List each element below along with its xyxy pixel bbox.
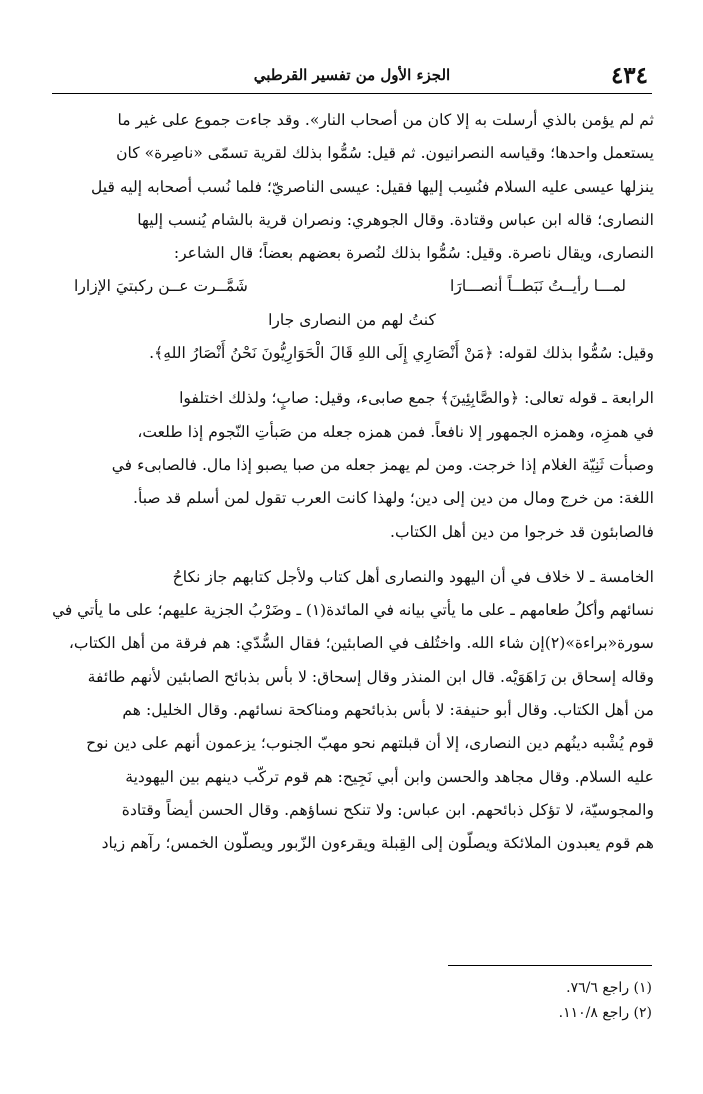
text-line: نسائهم وأكلُ طعامهم ـ على ما يأتي بيانه في المائدة(١) ـ وضَرْبُ الجزية عليهم؛ على ما يأتي في bbox=[52, 601, 654, 620]
text-line: سورة«براءة»(٢)إن شاء الله. واختُلف في الصابئين؛ فقال السُّدّي: هم فرقة من أهل الكتاب، bbox=[68, 634, 654, 653]
text-line: اللغة: من خرج ومال من دين إلى دين؛ ولهذا كانت العرب تقول لمن أسلم قد صبأ. bbox=[133, 489, 654, 508]
poem-hemistich-second: شَمَّــرت عــن ركبتيَ الإزارا bbox=[74, 277, 248, 296]
paragraph-gap bbox=[50, 549, 654, 561]
text-line: النصارى؛ قاله ابن عباس وقتادة. وقال الجوهري: ونصران قرية بالشام يُنسب إليها bbox=[137, 210, 654, 229]
header-rule bbox=[52, 93, 652, 94]
text-line: ثم لم يؤمن بالذي أرسلت به إلا كان من أصحاب النار». وقد جاءت جموع على غير ما bbox=[117, 111, 654, 129]
page-number: ٤٣٤ bbox=[610, 62, 648, 89]
footnote-1: (١) راجع ٧٦/٦. bbox=[566, 980, 652, 996]
text-line: يستعمل واحدها؛ وقياسه النصرانيون. ثم قيل: سُمُّوا بذلك لقرية تسمّى «ناصِرة» كان bbox=[116, 144, 654, 163]
text-line: الرابعة ـ قوله تعالى: ﴿والصَّابِئِينَ﴾ جمع صابىء، وقيل: صابٍ؛ ولذلك اختلفوا bbox=[179, 389, 654, 408]
text-line: من أهل الكتاب. وقال أبو حنيفة: لا بأس بذبائحهم ومناكحة نسائهم. وقال الخليل: هم bbox=[122, 701, 654, 720]
running-title: الجزء الأول من تفسير القرطبي bbox=[253, 66, 451, 84]
page-header bbox=[52, 60, 652, 94]
footnotes bbox=[50, 976, 652, 1026]
text-line: هم قوم يعبدون الملائكة ويصلّون إلى القِبلة ويقرءون الزّبور ويصلّون الخمس؛ رآهم زياد bbox=[101, 834, 654, 853]
poem-verse bbox=[50, 270, 654, 303]
text-line: الخامسة ـ لا خلاف في أن اليهود والنصارى أهل كتاب ولأجل كتابهم جاز نكاحُ bbox=[172, 567, 654, 586]
section-fifth bbox=[50, 561, 654, 861]
footnote-2: (٢) راجع ١١٠/٨. bbox=[558, 1005, 652, 1021]
text-line: وقاله إسحاق بن رَاهَوَيْه. قال ابن المنذر وقال إسحاق: لا بأس بذبائح الصابئين لأنهم طائفة bbox=[87, 667, 654, 686]
footnote-rule bbox=[448, 965, 652, 966]
text-line: والمجوسيّة، لا تؤكل ذبائحهم. ابن عباس: ولا تنكح نساؤهم. وقال الحسن أيضاً وقتادة bbox=[121, 800, 654, 819]
text-line: النصارى، ويقال ناصرة. وقيل: سُمُّوا بذلك لنُصرة بعضهم بعضاً؛ قال الشاعر: bbox=[173, 244, 654, 263]
poem-line-second: كنتُ لهم من النصارى جارا bbox=[268, 310, 436, 329]
poem-hemistich-first: لمـــا رأيــتُ نَبَطــاً أنصـــارَا bbox=[450, 277, 626, 296]
paragraph-intro bbox=[50, 104, 654, 270]
section-fourth bbox=[50, 382, 654, 548]
text-line: فالصابئون قد خرجوا من دين أهل الكتاب. bbox=[390, 522, 654, 541]
text-line: وصبأت ثَنِيّة الغلام إذا خرجت. ومن لم يهمز جعله من صبا يصبو إذا مال. فالصابىء في bbox=[111, 455, 654, 474]
text-line: في همزِه، وهمزه الجمهور إلا نافعاً. فمن همزه جعله من صَبأتِ النّجوم إذا طلعت، bbox=[137, 422, 654, 441]
text-line: قوم يُشْبه دينُهم دين النصارى، إلا أن قبلتهم نحو مهبّ الجنوب؛ يزعمون أنهم على دين نوح bbox=[86, 734, 654, 753]
page-body bbox=[50, 104, 654, 861]
text-line: ينزلها عيسى عليه السلام فنُسِب إليها فقيل: عيسى الناصريّ؛ فلما نُسب أصحابه إليه قيل bbox=[90, 177, 654, 196]
paragraph-gap bbox=[50, 370, 654, 382]
text-line: عليه السلام. وقال مجاهد والحسن وابن أبي نَجِيح: هم قوم تركّب دينهم بين اليهودية bbox=[125, 767, 654, 786]
paragraph-after-poem: وقيل: سُمُّوا بذلك لقوله: ﴿مَنْ أَنْصَارِي إِلَى اللهِ قَالَ الْحَوَارِيُّونَ نَحْنُ أَنْصَارُ اللهِ﴾. bbox=[149, 344, 654, 363]
